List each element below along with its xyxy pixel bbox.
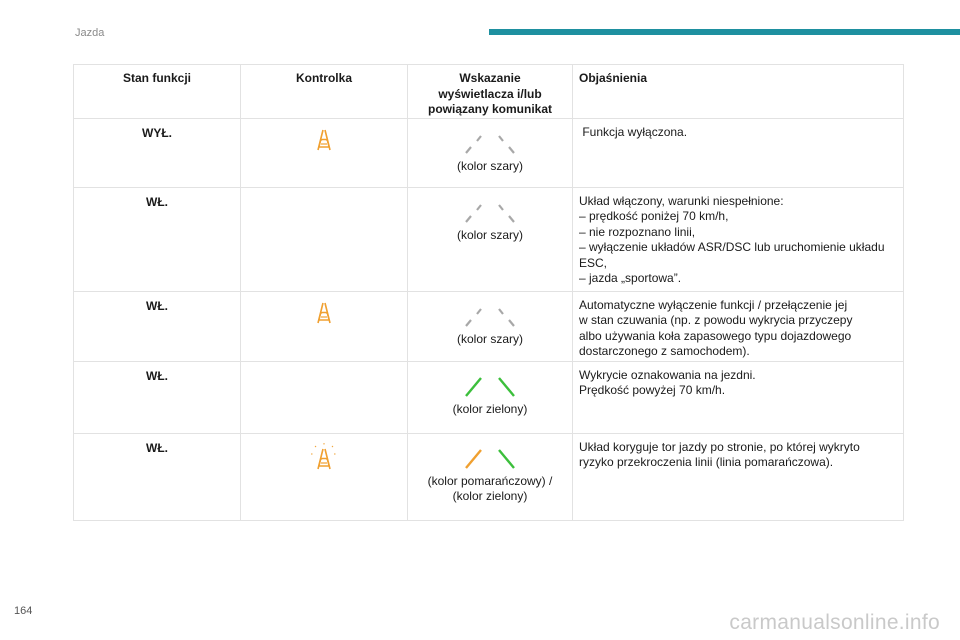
explanation-cell (573, 118, 904, 187)
display-caption: (kolor szary) (456, 227, 523, 242)
explanation-line: Funkcja wyłączona. (579, 124, 688, 139)
explanation-line: – prędkość poniżej 70 km/h, (579, 209, 729, 223)
lane-keeping-warning-icon (311, 127, 337, 153)
display-caption: (kolor szary) (456, 331, 523, 346)
state-cell: WŁ. (74, 433, 241, 520)
table-row (74, 433, 904, 520)
lane-keeping-warning-icon (311, 300, 337, 326)
explanation-line: – nie rozpoznano linii, (579, 224, 696, 239)
column-header-display: Wskazanie wyświetlacza i/lub powiązany komunikat (408, 65, 573, 119)
lane-lines-grey-icon (458, 131, 522, 155)
state-cell: WYŁ. (74, 118, 241, 187)
table-row (74, 187, 904, 291)
display-cell (408, 291, 573, 361)
lane-lines-grey-icon (458, 304, 522, 328)
explanation-line: – jazda „sportowa”. (579, 271, 682, 285)
display-caption: (kolor szary) (456, 158, 523, 173)
lane-lines-grey-icon (458, 200, 522, 224)
indicator-cell (241, 118, 408, 187)
column-header-indicator: Kontrolka (241, 65, 408, 119)
indicator-cell (241, 433, 408, 520)
display-cell (408, 361, 573, 433)
indicator-cell (241, 187, 408, 291)
indicator-cell (241, 361, 408, 433)
explanation-line: Układ włączony, warunki niespełnione: (579, 193, 784, 208)
section-title: Jazda (75, 27, 105, 39)
state-cell: WŁ. (74, 291, 241, 361)
lane-lines-orange-green-icon (458, 446, 522, 470)
explanation-cell (573, 361, 904, 433)
explanation-line: ryzyko przekroczenia linii (linia pomarańczowa). (579, 455, 834, 469)
display-caption: (kolor pomarańczowy) / (427, 473, 553, 488)
explanation-line: w stan czuwania (np. z powodu wykrycia przyczepy (579, 313, 853, 327)
explanation-cell (573, 433, 904, 520)
explanation-line: Wykrycie oznakowania na jezdni. (579, 367, 756, 382)
table-row (74, 118, 904, 187)
explanation-cell (573, 291, 904, 361)
state-cell: WŁ. (74, 187, 241, 291)
display-cell (408, 187, 573, 291)
column-header-state: Stan funkcji (74, 65, 241, 119)
explanation-cell (573, 187, 904, 291)
indicator-cell (241, 291, 408, 361)
table-row (74, 291, 904, 361)
lane-keeping-active-icon (309, 442, 339, 472)
lane-lines-green-icon (458, 374, 522, 398)
explanation-line: – wyłączenie układów ASR/DSC lub uruchomienie układu (579, 240, 885, 254)
display-cell (408, 118, 573, 187)
column-header-explanation: Objaśnienia (573, 65, 904, 119)
explanation-line: dostarczonego z samochodem). (579, 344, 750, 358)
display-caption-line-2: (kolor zielony) (452, 489, 528, 503)
explanation-line: Układ koryguje tor jazdy po stronie, po której wykryto (579, 439, 860, 454)
table-header-row (74, 65, 904, 119)
header-accent-bar (489, 29, 960, 35)
page-number: 164 (14, 605, 33, 617)
function-status-table (73, 64, 904, 521)
explanation-line: Automatyczne wyłączenie funkcji / przełączenie jej (579, 297, 848, 312)
display-caption: (kolor zielony) (452, 401, 528, 416)
explanation-line: albo używania koła zapasowego typu dojazdowego (579, 328, 852, 343)
state-cell: WŁ. (74, 361, 241, 433)
watermark: carmanualsonline.info (729, 611, 940, 634)
display-cell (408, 433, 573, 520)
explanation-line: ESC, (579, 255, 608, 270)
explanation-line: Prędkość powyżej 70 km/h. (579, 383, 726, 397)
table-row (74, 361, 904, 433)
